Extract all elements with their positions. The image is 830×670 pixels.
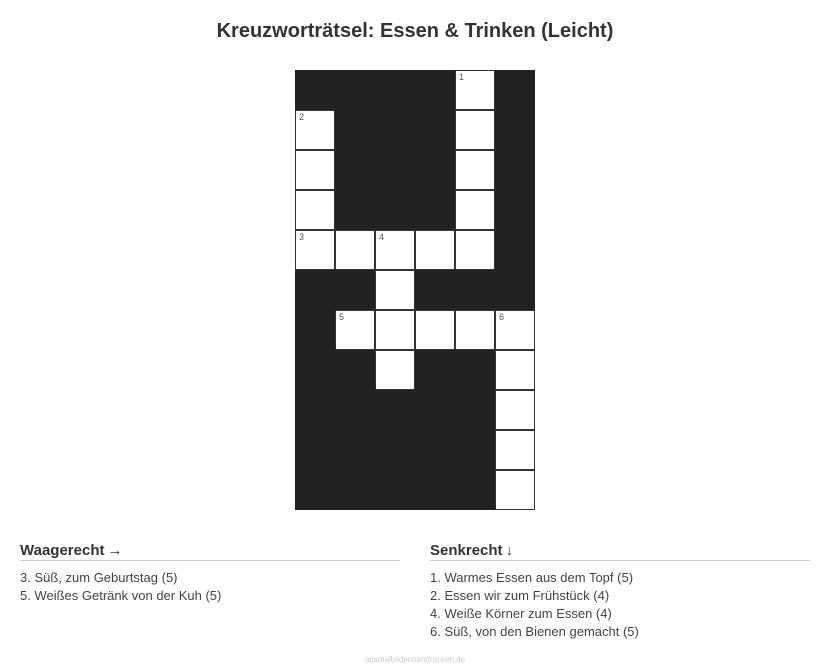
cell-number: 2 <box>299 112 305 122</box>
grid-cell[interactable] <box>335 310 375 350</box>
grid-cell[interactable] <box>495 390 535 430</box>
grid-cell[interactable] <box>455 230 495 270</box>
cell-number: 5 <box>339 312 345 322</box>
footer-watermark: ausmalbilderzumdrucken.de <box>364 655 466 664</box>
across-clue-list <box>20 569 400 605</box>
across-clues-section <box>20 541 400 605</box>
cell-number: 1 <box>459 72 465 82</box>
grid-cell[interactable] <box>455 190 495 230</box>
grid-cell[interactable] <box>495 350 535 390</box>
grid-cell[interactable] <box>455 110 495 150</box>
grid-cell[interactable] <box>375 270 415 310</box>
cell-number: 4 <box>379 232 385 242</box>
across-heading <box>20 541 400 561</box>
down-clues-section <box>430 541 810 641</box>
grid-cell[interactable] <box>295 110 335 150</box>
grid-cell[interactable] <box>495 470 535 510</box>
down-clue-list <box>430 569 810 641</box>
grid-cell[interactable] <box>455 310 495 350</box>
grid-cell[interactable] <box>495 430 535 470</box>
grid-cell[interactable] <box>495 310 535 350</box>
grid-cell[interactable] <box>375 310 415 350</box>
grid-cell[interactable] <box>415 310 455 350</box>
clue-down-6: 6. Süß, von den Bienen gemacht (5) <box>430 624 639 639</box>
grid-cell[interactable] <box>295 150 335 190</box>
clue-down-2: 2. Essen wir zum Frühstück (4) <box>430 588 610 603</box>
cell-number: 6 <box>499 312 505 322</box>
down-arrow-icon: ↓ <box>505 542 514 559</box>
grid-cell[interactable] <box>455 150 495 190</box>
grid-cell[interactable] <box>375 350 415 390</box>
grid-cell[interactable] <box>415 230 455 270</box>
cell-number: 3 <box>299 232 305 242</box>
grid-cell[interactable] <box>295 190 335 230</box>
grid-cell[interactable] <box>295 230 335 270</box>
down-heading <box>430 541 810 561</box>
down-heading-label: Senkrecht <box>430 542 503 559</box>
page-title: Kreuzworträtsel: Essen & Trinken (Leicht) <box>216 20 614 42</box>
grid-cell[interactable] <box>375 230 415 270</box>
clue-across-3: 3. Süß, zum Geburtstag (5) <box>20 570 178 585</box>
grid-cell[interactable] <box>335 230 375 270</box>
grid-cell[interactable] <box>455 70 495 110</box>
clue-across-5: 5. Weißes Getränk von der Kuh (5) <box>20 588 222 603</box>
crossword-grid <box>295 70 535 510</box>
right-arrow-icon: → <box>107 542 123 559</box>
clue-down-1: 1. Warmes Essen aus dem Topf (5) <box>430 570 634 585</box>
across-heading-label: Waagerecht <box>20 542 105 559</box>
clue-down-4: 4. Weiße Körner zum Essen (4) <box>430 606 612 621</box>
